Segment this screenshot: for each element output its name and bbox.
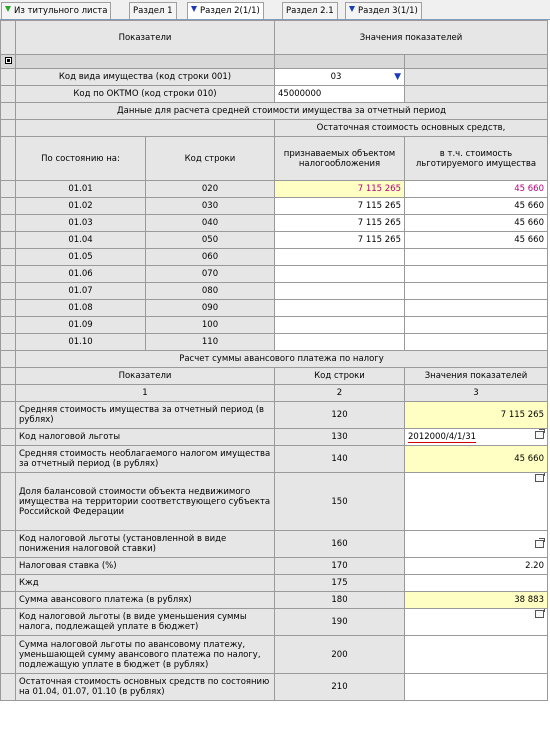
privileged-value-field[interactable] bbox=[405, 249, 548, 266]
table-row bbox=[1, 429, 548, 446]
privileged-value-field[interactable]: 45 660 bbox=[405, 215, 548, 232]
blue-triangle-icon bbox=[191, 6, 197, 12]
code-column-header: Код строки bbox=[146, 137, 275, 181]
tax-benefit-code-field[interactable]: 2012000/4/1/31 bbox=[405, 429, 548, 446]
section-tabs bbox=[0, 0, 550, 20]
value-field[interactable] bbox=[405, 473, 548, 531]
residual-value-header: Остаточная стоимость основных средств, bbox=[275, 120, 548, 137]
table-row bbox=[1, 402, 548, 429]
value-field[interactable] bbox=[405, 636, 548, 674]
column-number: 3 bbox=[405, 385, 548, 402]
form-grid bbox=[0, 20, 548, 701]
taxable-value-field[interactable]: 7 115 265 bbox=[275, 232, 405, 249]
privileged-value-field[interactable] bbox=[405, 266, 548, 283]
code-cell: 100 bbox=[146, 317, 275, 334]
row-marker-icon[interactable] bbox=[1, 55, 16, 69]
date-cell: 01.07 bbox=[16, 283, 146, 300]
indicator-label: Сумма авансового платежа (в рублях) bbox=[16, 592, 275, 609]
table-row bbox=[1, 609, 548, 636]
code-cell: 160 bbox=[275, 531, 405, 558]
taxable-column-header: признаваемых объектом налогообложения bbox=[275, 137, 405, 181]
values-header: Значения показателей bbox=[275, 21, 548, 55]
date-cell: 01.10 bbox=[16, 334, 146, 351]
taxable-value-field[interactable] bbox=[275, 317, 405, 334]
privileged-value-field[interactable]: 45 660 bbox=[405, 232, 548, 249]
indicator-label: Кжд bbox=[16, 575, 275, 592]
taxable-value-field[interactable] bbox=[275, 300, 405, 317]
edit-button-icon[interactable] bbox=[535, 431, 544, 439]
tab-title-page[interactable]: Из титульного листа bbox=[1, 2, 111, 19]
taxable-value-field[interactable] bbox=[275, 283, 405, 300]
code-cell: 170 bbox=[275, 558, 405, 575]
date-cell: 01.03 bbox=[16, 215, 146, 232]
table-row bbox=[1, 592, 548, 609]
indicator-label: Код налоговой льготы (установленной в виде понижения налоговой ставки) bbox=[16, 531, 275, 558]
row-header-stub bbox=[1, 21, 16, 55]
table-row bbox=[1, 198, 548, 215]
table-row bbox=[1, 249, 548, 266]
privileged-column-header: в т.ч. стоимость льготируемого имущества bbox=[405, 137, 548, 181]
code-cell: 040 bbox=[146, 215, 275, 232]
code-cell: 140 bbox=[275, 446, 405, 473]
code-cell: 080 bbox=[146, 283, 275, 300]
code-cell: 060 bbox=[146, 249, 275, 266]
edit-button-icon[interactable] bbox=[535, 610, 544, 618]
code-cell: 180 bbox=[275, 592, 405, 609]
value-field[interactable] bbox=[405, 575, 548, 592]
value-field[interactable] bbox=[405, 531, 548, 558]
code-cell: 070 bbox=[146, 266, 275, 283]
value-field[interactable]: 2.20 bbox=[405, 558, 548, 575]
calc-code-header: Код строки bbox=[275, 368, 405, 385]
code-cell: 130 bbox=[275, 429, 405, 446]
table-row bbox=[1, 531, 548, 558]
property-kind-select[interactable]: 03 ▼ bbox=[275, 69, 405, 86]
indicator-label: Сумма налоговой льготы по авансовому платежу, уменьшающей сумму авансового платежа по налогу, подлежащую уплате в бюджет (в рублях) bbox=[16, 636, 275, 674]
table-row bbox=[1, 283, 548, 300]
privileged-value-field[interactable] bbox=[405, 317, 548, 334]
date-cell: 01.04 bbox=[16, 232, 146, 249]
value-field[interactable] bbox=[405, 609, 548, 636]
code-cell: 090 bbox=[146, 300, 275, 317]
date-cell: 01.08 bbox=[16, 300, 146, 317]
green-triangle-icon bbox=[5, 6, 11, 12]
taxable-value-field[interactable]: 7 115 265 bbox=[275, 181, 405, 198]
privileged-value-field[interactable]: 45 660 bbox=[405, 198, 548, 215]
indicator-label: Налоговая ставка (%) bbox=[16, 558, 275, 575]
tab-section-1[interactable]: Раздел 1 bbox=[129, 2, 177, 19]
date-cell: 01.01 bbox=[16, 181, 146, 198]
code-cell: 210 bbox=[275, 674, 405, 701]
table-row bbox=[1, 575, 548, 592]
table-row bbox=[1, 266, 548, 283]
taxable-value-field[interactable] bbox=[275, 249, 405, 266]
indicator-label: Код налоговой льготы bbox=[16, 429, 275, 446]
table-row bbox=[1, 215, 548, 232]
code-cell: 030 bbox=[146, 198, 275, 215]
date-cell: 01.02 bbox=[16, 198, 146, 215]
code-cell: 190 bbox=[275, 609, 405, 636]
value-field[interactable]: 45 660 bbox=[405, 446, 548, 473]
table-row bbox=[1, 674, 548, 701]
indicator-label: Код налоговой льготы (в виде уменьшения суммы налога, подлежащей уплате в бюджет) bbox=[16, 609, 275, 636]
code-cell: 150 bbox=[275, 473, 405, 531]
property-kind-label: Код вида имущества (код строки 001) bbox=[16, 69, 275, 86]
table-row bbox=[1, 334, 548, 351]
privileged-value-field[interactable]: 45 660 bbox=[405, 181, 548, 198]
value-field[interactable]: 38 883 bbox=[405, 592, 548, 609]
calc-values-header: Значения показателей bbox=[405, 368, 548, 385]
indicator-label: Доля балансовой стоимости объекта недвижимого имущества на территории соответствующего субъекта Российской Федерации bbox=[16, 473, 275, 531]
date-cell: 01.05 bbox=[16, 249, 146, 266]
code-cell: 120 bbox=[275, 402, 405, 429]
table-row bbox=[1, 636, 548, 674]
tab-section-2[interactable]: Раздел 2(1/1) bbox=[187, 2, 264, 19]
privileged-value-field[interactable] bbox=[405, 300, 548, 317]
indicators-header: Показатели bbox=[16, 21, 275, 55]
value-field[interactable] bbox=[405, 674, 548, 701]
dropdown-arrow-icon[interactable]: ▼ bbox=[394, 72, 401, 82]
taxable-value-field[interactable] bbox=[275, 266, 405, 283]
table-row bbox=[1, 446, 548, 473]
oktmo-label: Код по ОКТМО (код строки 010) bbox=[16, 86, 275, 103]
code-cell: 050 bbox=[146, 232, 275, 249]
taxable-value-field[interactable] bbox=[275, 334, 405, 351]
privileged-value-field[interactable] bbox=[405, 283, 548, 300]
date-cell: 01.09 bbox=[16, 317, 146, 334]
calc-indicators-header: Показатели bbox=[16, 368, 275, 385]
code-cell: 020 bbox=[146, 181, 275, 198]
calc-section-title: Расчет суммы авансового платежа по налогу bbox=[16, 351, 548, 368]
table-row bbox=[1, 317, 548, 334]
table-row bbox=[1, 181, 548, 198]
column-number: 2 bbox=[275, 385, 405, 402]
indicator-label: Средняя стоимость имущества за отчетный период (в рублях) bbox=[16, 402, 275, 429]
indicator-label: Остаточная стоимость основных средств по состоянию на 01.04, 01.07, 01.10 (в рублях) bbox=[16, 674, 275, 701]
blue-triangle-icon bbox=[349, 6, 355, 12]
oktmo-field[interactable]: 45000000 bbox=[275, 86, 405, 103]
table-row bbox=[1, 558, 548, 575]
code-cell: 175 bbox=[275, 575, 405, 592]
tab-section-2-1[interactable]: Раздел 2.1 bbox=[282, 2, 338, 19]
edit-button-icon[interactable] bbox=[535, 474, 544, 482]
date-cell: 01.06 bbox=[16, 266, 146, 283]
indicator-label: Средняя стоимость необлагаемого налогом имущества за отчетный период (в рублях) bbox=[16, 446, 275, 473]
taxable-value-field[interactable]: 7 115 265 bbox=[275, 198, 405, 215]
date-column-header: По состоянию на: bbox=[16, 137, 146, 181]
taxable-value-field[interactable]: 7 115 265 bbox=[275, 215, 405, 232]
privileged-value-field[interactable] bbox=[405, 334, 548, 351]
table-row bbox=[1, 232, 548, 249]
code-cell: 110 bbox=[146, 334, 275, 351]
value-field[interactable]: 7 115 265 bbox=[405, 402, 548, 429]
tab-section-3[interactable]: Раздел 3(1/1) bbox=[345, 2, 422, 19]
avg-section-title: Данные для расчета средней стоимости имущества за отчетный период bbox=[16, 103, 548, 120]
table-row bbox=[1, 300, 548, 317]
column-number: 1 bbox=[16, 385, 275, 402]
table-row bbox=[1, 473, 548, 531]
edit-button-icon[interactable] bbox=[535, 540, 544, 548]
code-cell: 200 bbox=[275, 636, 405, 674]
